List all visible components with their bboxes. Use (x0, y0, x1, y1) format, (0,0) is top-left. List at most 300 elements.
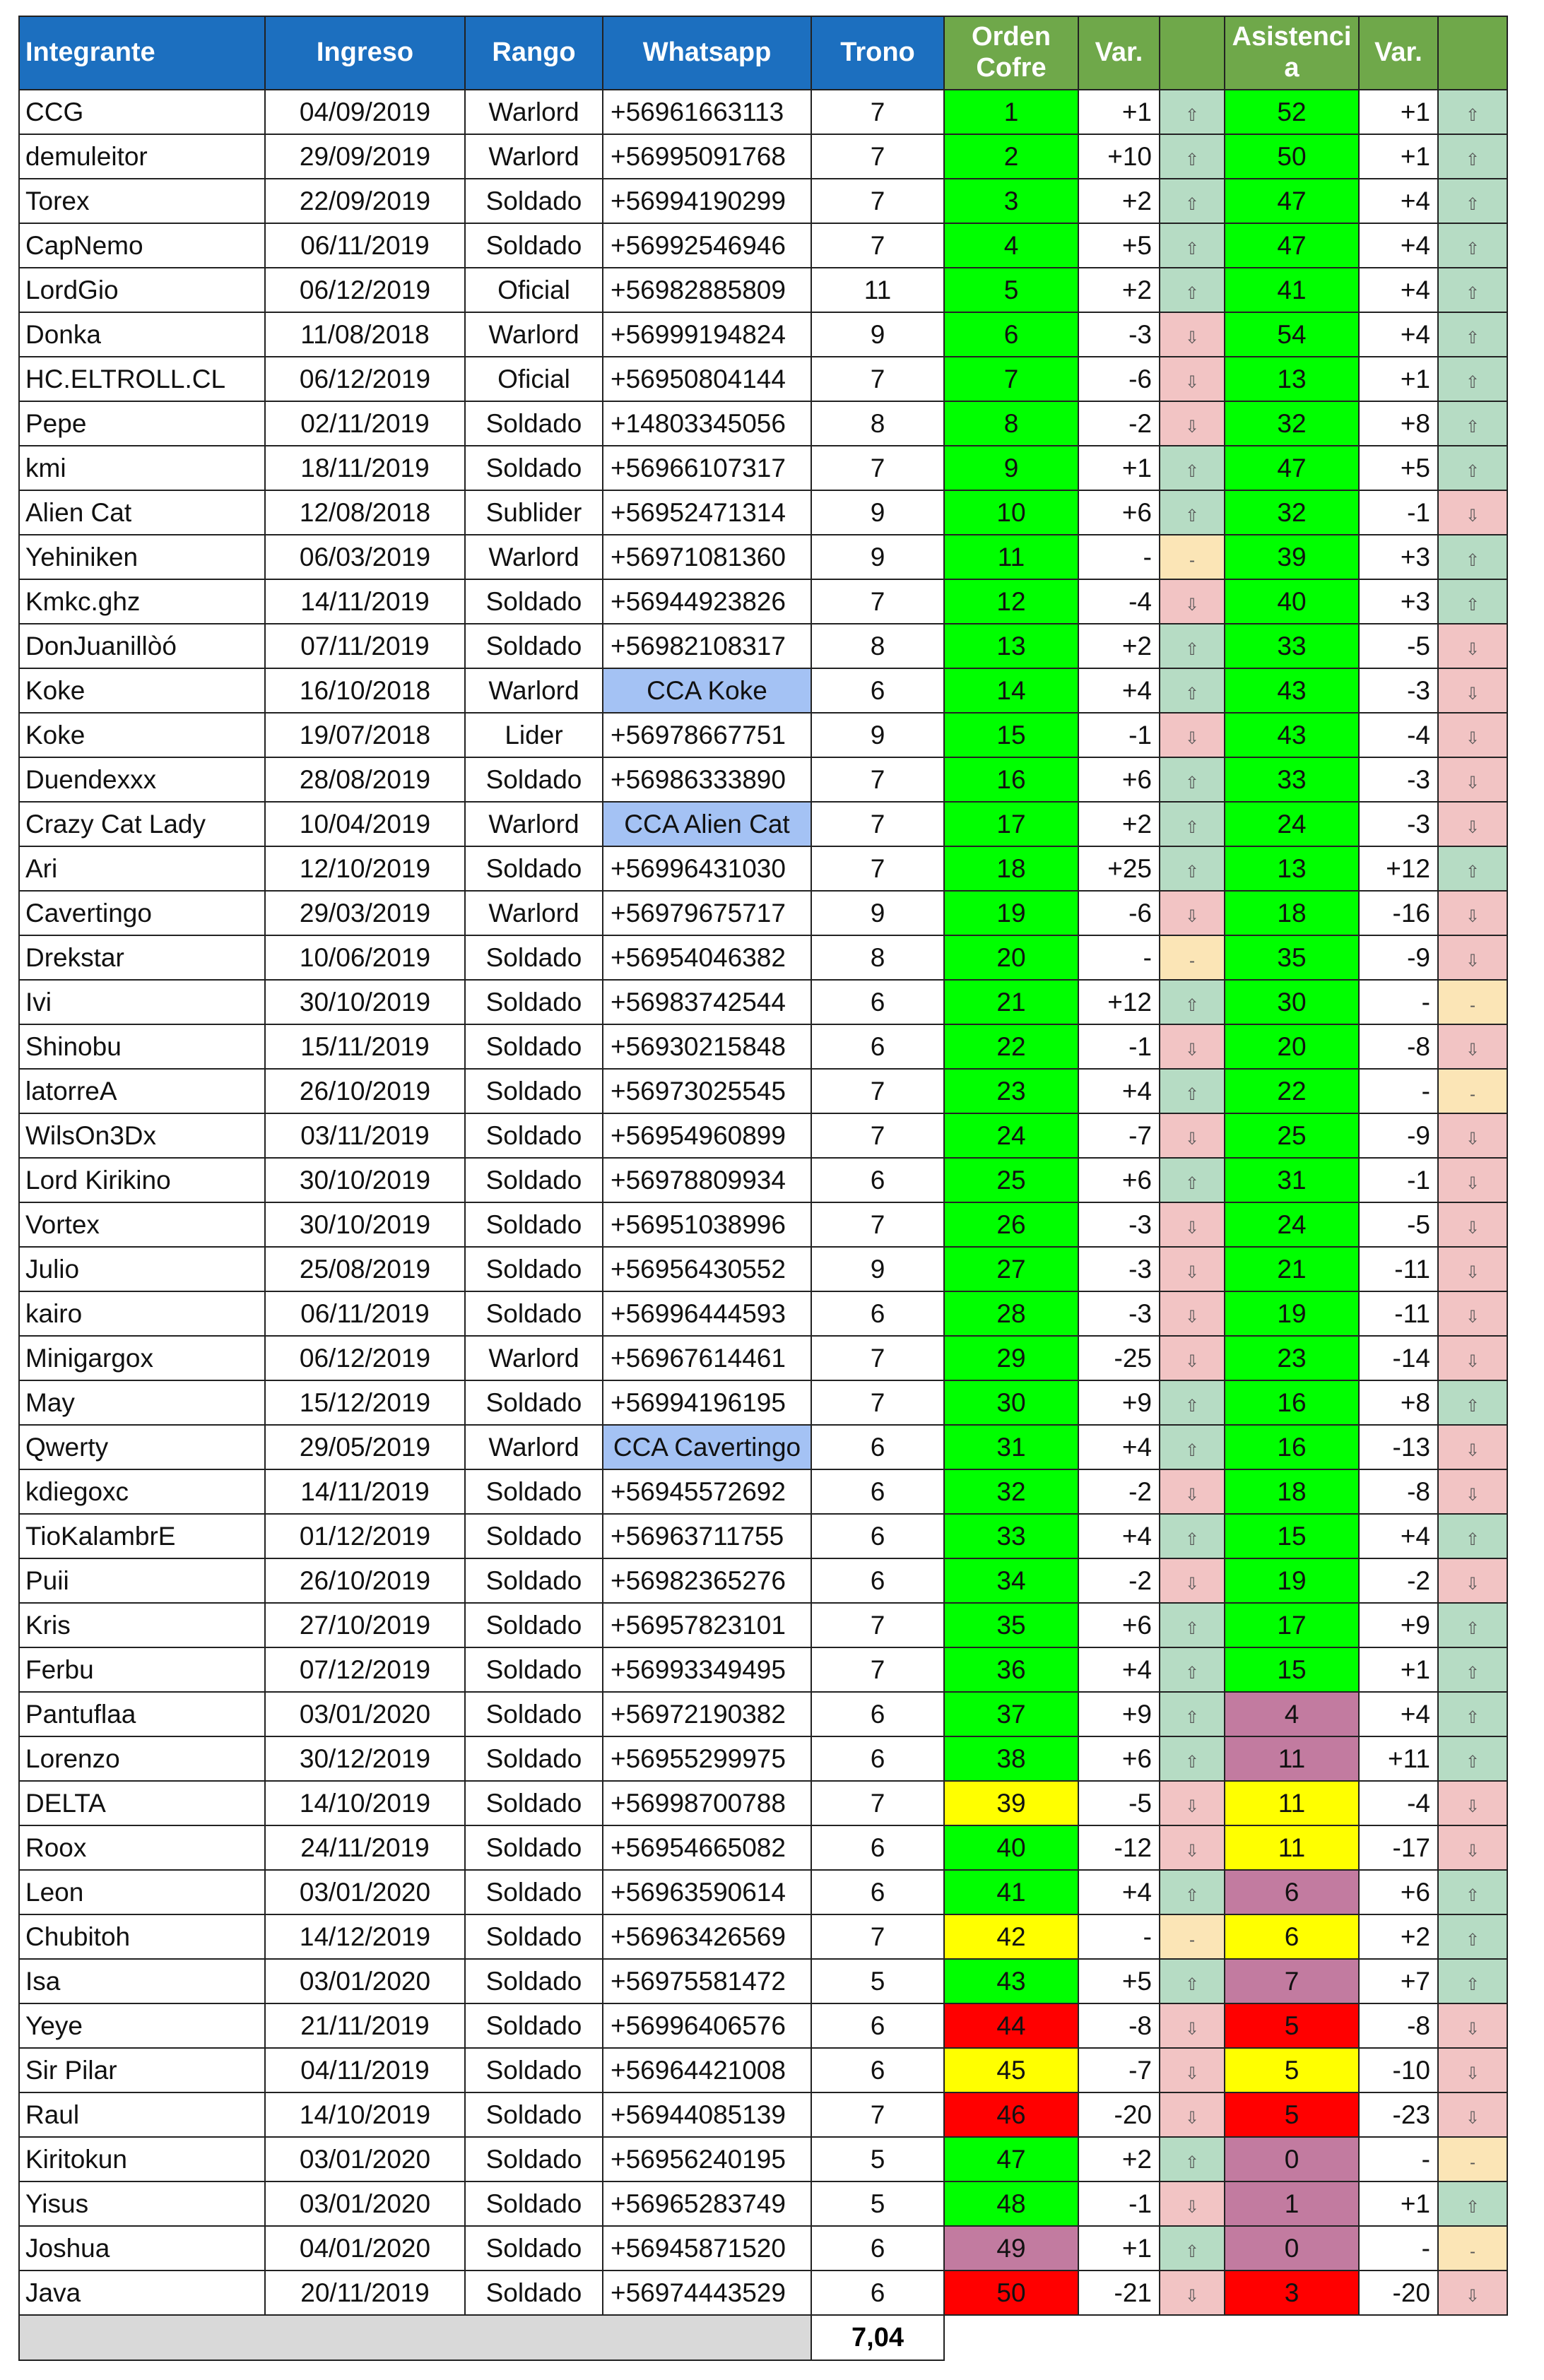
chest-trend[interactable] (1160, 668, 1225, 713)
chest-variation[interactable]: +2 (1078, 624, 1160, 668)
attendance-trend[interactable] (1438, 2092, 1507, 2137)
whatsapp-number[interactable]: +56950804144 (603, 357, 811, 401)
join-date[interactable]: 15/12/2019 (265, 1380, 465, 1425)
chest-variation[interactable]: -7 (1078, 1113, 1160, 1158)
rank[interactable]: Soldado (465, 1247, 603, 1291)
throne-level[interactable]: 7 (811, 757, 944, 802)
whatsapp-number[interactable]: +56978667751 (603, 713, 811, 757)
rank[interactable]: Soldado (465, 1959, 603, 2003)
rank[interactable]: Soldado (465, 2003, 603, 2048)
member-name[interactable]: HC.ELTROLL.CL (19, 357, 265, 401)
throne-level[interactable]: 6 (811, 668, 944, 713)
whatsapp-number[interactable]: +56979675717 (603, 891, 811, 935)
rank[interactable]: Soldado (465, 846, 603, 891)
member-name[interactable]: kairo (19, 1291, 265, 1336)
whatsapp-number[interactable]: +56961663113 (603, 90, 811, 134)
attendance-variation[interactable]: +12 (1359, 846, 1438, 891)
attendance-trend[interactable] (1438, 1514, 1507, 1558)
chest-order[interactable]: 4 (944, 223, 1078, 268)
member-name[interactable]: kmi (19, 446, 265, 490)
attendance-variation[interactable]: -4 (1359, 713, 1438, 757)
attendance-variation[interactable]: +7 (1359, 1959, 1438, 2003)
chest-trend[interactable] (1160, 357, 1225, 401)
chest-trend[interactable] (1160, 490, 1225, 535)
rank[interactable]: Soldado (465, 2271, 603, 2315)
attendance[interactable]: 32 (1225, 490, 1359, 535)
attendance-trend[interactable] (1438, 1202, 1507, 1247)
rank[interactable]: Soldado (465, 980, 603, 1024)
chest-trend[interactable] (1160, 802, 1225, 846)
attendance[interactable]: 16 (1225, 1425, 1359, 1469)
chest-trend[interactable] (1160, 1024, 1225, 1069)
attendance[interactable]: 33 (1225, 624, 1359, 668)
throne-level[interactable]: 9 (811, 891, 944, 935)
chest-variation[interactable]: - (1078, 935, 1160, 980)
rank[interactable]: Soldado (465, 2137, 603, 2181)
rank[interactable]: Soldado (465, 935, 603, 980)
attendance-trend[interactable] (1438, 1825, 1507, 1870)
throne-level[interactable]: 9 (811, 713, 944, 757)
attendance-trend[interactable] (1438, 757, 1507, 802)
chest-variation[interactable]: -8 (1078, 2003, 1160, 2048)
attendance[interactable]: 39 (1225, 535, 1359, 579)
join-date[interactable]: 29/05/2019 (265, 1425, 465, 1469)
throne-level[interactable]: 6 (811, 1736, 944, 1781)
rank[interactable]: Soldado (465, 1603, 603, 1647)
chest-order[interactable]: 41 (944, 1870, 1078, 1914)
whatsapp-number[interactable]: +56966107317 (603, 446, 811, 490)
whatsapp-number[interactable]: +56993349495 (603, 1647, 811, 1692)
chest-variation[interactable]: +1 (1078, 446, 1160, 490)
member-name[interactable]: latorreA (19, 1069, 265, 1113)
attendance-variation[interactable]: -17 (1359, 1825, 1438, 1870)
attendance-variation[interactable]: -1 (1359, 1158, 1438, 1202)
chest-variation[interactable]: +6 (1078, 1603, 1160, 1647)
header-var-asistencia[interactable]: Var. (1359, 16, 1438, 90)
attendance[interactable]: 5 (1225, 2003, 1359, 2048)
whatsapp-number[interactable]: +56963426569 (603, 1914, 811, 1959)
chest-variation[interactable]: +6 (1078, 1736, 1160, 1781)
chest-trend[interactable] (1160, 1514, 1225, 1558)
attendance[interactable]: 24 (1225, 1202, 1359, 1247)
attendance-variation[interactable]: +1 (1359, 134, 1438, 179)
attendance[interactable]: 54 (1225, 312, 1359, 357)
attendance-trend[interactable] (1438, 2048, 1507, 2092)
whatsapp-number[interactable]: +56956240195 (603, 2137, 811, 2181)
member-name[interactable]: Ferbu (19, 1647, 265, 1692)
chest-order[interactable]: 12 (944, 579, 1078, 624)
throne-level[interactable]: 6 (811, 2048, 944, 2092)
whatsapp-number[interactable]: +56996431030 (603, 846, 811, 891)
member-name[interactable]: Julio (19, 1247, 265, 1291)
throne-level[interactable]: 8 (811, 401, 944, 446)
attendance-variation[interactable]: -11 (1359, 1247, 1438, 1291)
attendance-variation[interactable]: -2 (1359, 1558, 1438, 1603)
throne-level[interactable]: 7 (811, 1380, 944, 1425)
chest-variation[interactable]: +4 (1078, 1870, 1160, 1914)
chest-variation[interactable]: -6 (1078, 891, 1160, 935)
attendance[interactable]: 23 (1225, 1336, 1359, 1380)
attendance-variation[interactable]: -10 (1359, 2048, 1438, 2092)
attendance-variation[interactable]: -16 (1359, 891, 1438, 935)
rank[interactable]: Soldado (465, 1825, 603, 1870)
attendance[interactable]: 0 (1225, 2137, 1359, 2181)
join-date[interactable]: 02/11/2019 (265, 401, 465, 446)
whatsapp-number[interactable]: +56996444593 (603, 1291, 811, 1336)
whatsapp-number[interactable]: +56994196195 (603, 1380, 811, 1425)
chest-variation[interactable]: +9 (1078, 1692, 1160, 1736)
attendance[interactable]: 18 (1225, 891, 1359, 935)
join-date[interactable]: 06/12/2019 (265, 357, 465, 401)
chest-trend[interactable] (1160, 846, 1225, 891)
chest-order[interactable]: 20 (944, 935, 1078, 980)
chest-order[interactable]: 18 (944, 846, 1078, 891)
join-date[interactable]: 26/10/2019 (265, 1558, 465, 1603)
chest-order[interactable]: 19 (944, 891, 1078, 935)
attendance-variation[interactable]: +3 (1359, 535, 1438, 579)
chest-order[interactable]: 7 (944, 357, 1078, 401)
throne-level[interactable]: 6 (811, 2003, 944, 2048)
throne-level[interactable]: 6 (811, 1692, 944, 1736)
attendance-variation[interactable]: -14 (1359, 1336, 1438, 1380)
chest-order[interactable]: 39 (944, 1781, 1078, 1825)
chest-order[interactable]: 26 (944, 1202, 1078, 1247)
join-date[interactable]: 11/08/2018 (265, 312, 465, 357)
attendance-trend[interactable] (1438, 2137, 1507, 2181)
attendance[interactable]: 40 (1225, 579, 1359, 624)
whatsapp-number[interactable]: +56998700788 (603, 1781, 811, 1825)
join-date[interactable]: 18/11/2019 (265, 446, 465, 490)
chest-variation[interactable]: +4 (1078, 1069, 1160, 1113)
attendance[interactable]: 22 (1225, 1069, 1359, 1113)
throne-level[interactable]: 7 (811, 1113, 944, 1158)
chest-order[interactable]: 43 (944, 1959, 1078, 2003)
attendance[interactable]: 32 (1225, 401, 1359, 446)
attendance-trend[interactable] (1438, 1914, 1507, 1959)
attendance-trend[interactable] (1438, 446, 1507, 490)
member-name[interactable]: TioKalambrE (19, 1514, 265, 1558)
chest-trend[interactable] (1160, 1158, 1225, 1202)
member-name[interactable]: demuleitor (19, 134, 265, 179)
chest-variation[interactable]: -2 (1078, 401, 1160, 446)
attendance-variation[interactable]: -20 (1359, 2271, 1438, 2315)
join-date[interactable]: 06/11/2019 (265, 223, 465, 268)
attendance[interactable]: 21 (1225, 1247, 1359, 1291)
join-date[interactable]: 25/08/2019 (265, 1247, 465, 1291)
attendance-trend[interactable] (1438, 90, 1507, 134)
join-date[interactable]: 03/01/2020 (265, 2181, 465, 2226)
chest-trend[interactable] (1160, 2048, 1225, 2092)
throne-level[interactable]: 6 (811, 1825, 944, 1870)
whatsapp-number[interactable]: +56995091768 (603, 134, 811, 179)
chest-trend[interactable] (1160, 268, 1225, 312)
throne-level[interactable]: 7 (811, 1069, 944, 1113)
throne-level[interactable]: 6 (811, 1514, 944, 1558)
join-date[interactable]: 10/04/2019 (265, 802, 465, 846)
chest-order[interactable]: 46 (944, 2092, 1078, 2137)
header-trend-asistencia[interactable] (1438, 16, 1507, 90)
join-date[interactable]: 07/12/2019 (265, 1647, 465, 1692)
member-name[interactable]: Duendexxx (19, 757, 265, 802)
chest-trend[interactable] (1160, 401, 1225, 446)
member-name[interactable]: May (19, 1380, 265, 1425)
chest-order[interactable]: 11 (944, 535, 1078, 579)
throne-level[interactable]: 6 (811, 2226, 944, 2271)
attendance-trend[interactable] (1438, 668, 1507, 713)
throne-level[interactable]: 7 (811, 1781, 944, 1825)
attendance[interactable]: 6 (1225, 1870, 1359, 1914)
chest-trend[interactable] (1160, 1380, 1225, 1425)
chest-trend[interactable] (1160, 1870, 1225, 1914)
whatsapp-number[interactable]: CCA Koke (603, 668, 811, 713)
chest-trend[interactable] (1160, 1825, 1225, 1870)
attendance[interactable]: 15 (1225, 1514, 1359, 1558)
join-date[interactable]: 22/09/2019 (265, 179, 465, 223)
header-whatsapp[interactable]: Whatsapp (603, 16, 811, 90)
trono-average[interactable]: 7,04 (811, 2315, 944, 2360)
chest-trend[interactable] (1160, 1959, 1225, 2003)
join-date[interactable]: 29/03/2019 (265, 891, 465, 935)
attendance-trend[interactable] (1438, 1959, 1507, 2003)
attendance-trend[interactable] (1438, 624, 1507, 668)
attendance-variation[interactable]: - (1359, 2226, 1438, 2271)
rank[interactable]: Warlord (465, 891, 603, 935)
attendance-variation[interactable]: +4 (1359, 223, 1438, 268)
join-date[interactable]: 03/01/2020 (265, 1870, 465, 1914)
chest-order[interactable]: 13 (944, 624, 1078, 668)
rank[interactable]: Soldado (465, 1558, 603, 1603)
join-date[interactable]: 19/07/2018 (265, 713, 465, 757)
attendance[interactable]: 31 (1225, 1158, 1359, 1202)
member-name[interactable]: DonJuanillòó (19, 624, 265, 668)
attendance-trend[interactable] (1438, 2271, 1507, 2315)
member-name[interactable]: Torex (19, 179, 265, 223)
throne-level[interactable]: 5 (811, 1959, 944, 2003)
attendance-trend[interactable] (1438, 134, 1507, 179)
rank[interactable]: Soldado (465, 1158, 603, 1202)
chest-trend[interactable] (1160, 312, 1225, 357)
attendance-variation[interactable]: +8 (1359, 1380, 1438, 1425)
rank[interactable]: Oficial (465, 268, 603, 312)
chest-variation[interactable]: -25 (1078, 1336, 1160, 1380)
attendance-trend[interactable] (1438, 579, 1507, 624)
attendance[interactable]: 47 (1225, 223, 1359, 268)
join-date[interactable]: 03/01/2020 (265, 1692, 465, 1736)
throne-level[interactable]: 7 (811, 846, 944, 891)
chest-trend[interactable] (1160, 757, 1225, 802)
whatsapp-number[interactable]: +56986333890 (603, 757, 811, 802)
throne-level[interactable]: 6 (811, 1024, 944, 1069)
attendance-trend[interactable] (1438, 2003, 1507, 2048)
throne-level[interactable]: 7 (811, 223, 944, 268)
member-name[interactable]: Shinobu (19, 1024, 265, 1069)
whatsapp-number[interactable]: +56983742544 (603, 980, 811, 1024)
rank[interactable]: Soldado (465, 757, 603, 802)
attendance[interactable]: 17 (1225, 1603, 1359, 1647)
chest-trend[interactable] (1160, 223, 1225, 268)
attendance[interactable]: 16 (1225, 1380, 1359, 1425)
chest-order[interactable]: 49 (944, 2226, 1078, 2271)
attendance-variation[interactable]: +4 (1359, 268, 1438, 312)
chest-order[interactable]: 9 (944, 446, 1078, 490)
chest-trend[interactable] (1160, 2271, 1225, 2315)
member-name[interactable]: Joshua (19, 2226, 265, 2271)
attendance[interactable]: 5 (1225, 2048, 1359, 2092)
chest-order[interactable]: 28 (944, 1291, 1078, 1336)
chest-trend[interactable] (1160, 1603, 1225, 1647)
chest-variation[interactable]: +4 (1078, 1425, 1160, 1469)
member-name[interactable]: DELTA (19, 1781, 265, 1825)
attendance[interactable]: 19 (1225, 1558, 1359, 1603)
chest-variation[interactable]: -7 (1078, 2048, 1160, 2092)
member-name[interactable]: CapNemo (19, 223, 265, 268)
whatsapp-number[interactable]: +56956430552 (603, 1247, 811, 1291)
chest-order[interactable]: 15 (944, 713, 1078, 757)
join-date[interactable]: 30/12/2019 (265, 1736, 465, 1781)
chest-order[interactable]: 30 (944, 1380, 1078, 1425)
chest-trend[interactable] (1160, 1291, 1225, 1336)
rank[interactable]: Warlord (465, 312, 603, 357)
attendance-variation[interactable]: -13 (1359, 1425, 1438, 1469)
chest-order[interactable]: 23 (944, 1069, 1078, 1113)
attendance-trend[interactable] (1438, 1113, 1507, 1158)
attendance[interactable]: 6 (1225, 1914, 1359, 1959)
attendance-trend[interactable] (1438, 935, 1507, 980)
rank[interactable]: Soldado (465, 1514, 603, 1558)
chest-variation[interactable]: +6 (1078, 757, 1160, 802)
attendance-trend[interactable] (1438, 1736, 1507, 1781)
chest-order[interactable]: 21 (944, 980, 1078, 1024)
join-date[interactable]: 12/08/2018 (265, 490, 465, 535)
member-name[interactable]: Crazy Cat Lady (19, 802, 265, 846)
chest-trend[interactable] (1160, 1113, 1225, 1158)
chest-order[interactable]: 36 (944, 1647, 1078, 1692)
rank[interactable]: Soldado (465, 1736, 603, 1781)
rank[interactable]: Soldado (465, 2181, 603, 2226)
whatsapp-number[interactable]: +56978809934 (603, 1158, 811, 1202)
chest-variation[interactable]: +10 (1078, 134, 1160, 179)
join-date[interactable]: 27/10/2019 (265, 1603, 465, 1647)
member-name[interactable]: Pantuflaa (19, 1692, 265, 1736)
member-name[interactable]: Lord Kirikino (19, 1158, 265, 1202)
attendance-variation[interactable]: -9 (1359, 935, 1438, 980)
member-name[interactable]: Qwerty (19, 1425, 265, 1469)
chest-variation[interactable]: -12 (1078, 1825, 1160, 1870)
rank[interactable]: Soldado (465, 1202, 603, 1247)
rank[interactable]: Warlord (465, 535, 603, 579)
attendance-trend[interactable] (1438, 1380, 1507, 1425)
rank[interactable]: Sublider (465, 490, 603, 535)
join-date[interactable]: 03/01/2020 (265, 2137, 465, 2181)
join-date[interactable]: 29/09/2019 (265, 134, 465, 179)
attendance-variation[interactable]: +9 (1359, 1603, 1438, 1647)
rank[interactable]: Warlord (465, 134, 603, 179)
attendance-trend[interactable] (1438, 490, 1507, 535)
member-name[interactable]: Java (19, 2271, 265, 2315)
throne-level[interactable]: 9 (811, 535, 944, 579)
attendance-trend[interactable] (1438, 802, 1507, 846)
throne-level[interactable]: 8 (811, 935, 944, 980)
rank[interactable]: Soldado (465, 1914, 603, 1959)
attendance-variation[interactable]: +5 (1359, 446, 1438, 490)
throne-level[interactable]: 6 (811, 1870, 944, 1914)
rank[interactable]: Soldado (465, 579, 603, 624)
attendance-trend[interactable] (1438, 401, 1507, 446)
attendance[interactable]: 19 (1225, 1291, 1359, 1336)
chest-variation[interactable]: +4 (1078, 1514, 1160, 1558)
member-name[interactable]: Pepe (19, 401, 265, 446)
header-rango[interactable]: Rango (465, 16, 603, 90)
attendance[interactable]: 5 (1225, 2092, 1359, 2137)
whatsapp-number[interactable]: +56951038996 (603, 1202, 811, 1247)
chest-variation[interactable]: +2 (1078, 2137, 1160, 2181)
attendance-trend[interactable] (1438, 980, 1507, 1024)
member-name[interactable]: Kiritokun (19, 2137, 265, 2181)
chest-trend[interactable] (1160, 713, 1225, 757)
join-date[interactable]: 04/11/2019 (265, 2048, 465, 2092)
chest-order[interactable]: 27 (944, 1247, 1078, 1291)
throne-level[interactable]: 6 (811, 1469, 944, 1514)
chest-trend[interactable] (1160, 1558, 1225, 1603)
chest-trend[interactable] (1160, 935, 1225, 980)
chest-order[interactable]: 29 (944, 1336, 1078, 1380)
rank[interactable]: Soldado (465, 1647, 603, 1692)
chest-variation[interactable]: -1 (1078, 2181, 1160, 2226)
chest-variation[interactable]: -21 (1078, 2271, 1160, 2315)
attendance-variation[interactable]: -8 (1359, 1024, 1438, 1069)
attendance-trend[interactable] (1438, 1069, 1507, 1113)
chest-variation[interactable]: +2 (1078, 802, 1160, 846)
attendance[interactable]: 0 (1225, 2226, 1359, 2271)
chest-trend[interactable] (1160, 1336, 1225, 1380)
join-date[interactable]: 14/11/2019 (265, 579, 465, 624)
attendance-trend[interactable] (1438, 1336, 1507, 1380)
attendance-trend[interactable] (1438, 1603, 1507, 1647)
throne-level[interactable]: 7 (811, 802, 944, 846)
chest-variation[interactable]: -5 (1078, 1781, 1160, 1825)
attendance-variation[interactable]: +4 (1359, 312, 1438, 357)
chest-variation[interactable]: -2 (1078, 1558, 1160, 1603)
chest-variation[interactable]: +4 (1078, 668, 1160, 713)
whatsapp-number[interactable]: +56982885809 (603, 268, 811, 312)
attendance-variation[interactable]: -5 (1359, 1202, 1438, 1247)
join-date[interactable]: 30/10/2019 (265, 980, 465, 1024)
attendance[interactable]: 3 (1225, 2271, 1359, 2315)
member-name[interactable]: Raul (19, 2092, 265, 2137)
chest-trend[interactable] (1160, 1202, 1225, 1247)
join-date[interactable]: 30/10/2019 (265, 1202, 465, 1247)
member-name[interactable]: kdiegoxc (19, 1469, 265, 1514)
attendance-trend[interactable] (1438, 1870, 1507, 1914)
attendance-variation[interactable]: +1 (1359, 357, 1438, 401)
attendance[interactable]: 11 (1225, 1781, 1359, 1825)
attendance-variation[interactable]: +1 (1359, 90, 1438, 134)
chest-order[interactable]: 17 (944, 802, 1078, 846)
whatsapp-number[interactable]: +56974443529 (603, 2271, 811, 2315)
join-date[interactable]: 04/09/2019 (265, 90, 465, 134)
member-name[interactable]: Donka (19, 312, 265, 357)
rank[interactable]: Soldado (465, 1069, 603, 1113)
attendance[interactable]: 47 (1225, 179, 1359, 223)
chest-trend[interactable] (1160, 90, 1225, 134)
attendance-variation[interactable]: +1 (1359, 2181, 1438, 2226)
chest-order[interactable]: 33 (944, 1514, 1078, 1558)
throne-level[interactable]: 7 (811, 134, 944, 179)
chest-variation[interactable]: -3 (1078, 1247, 1160, 1291)
chest-trend[interactable] (1160, 980, 1225, 1024)
join-date[interactable]: 15/11/2019 (265, 1024, 465, 1069)
whatsapp-number[interactable]: +56975581472 (603, 1959, 811, 2003)
